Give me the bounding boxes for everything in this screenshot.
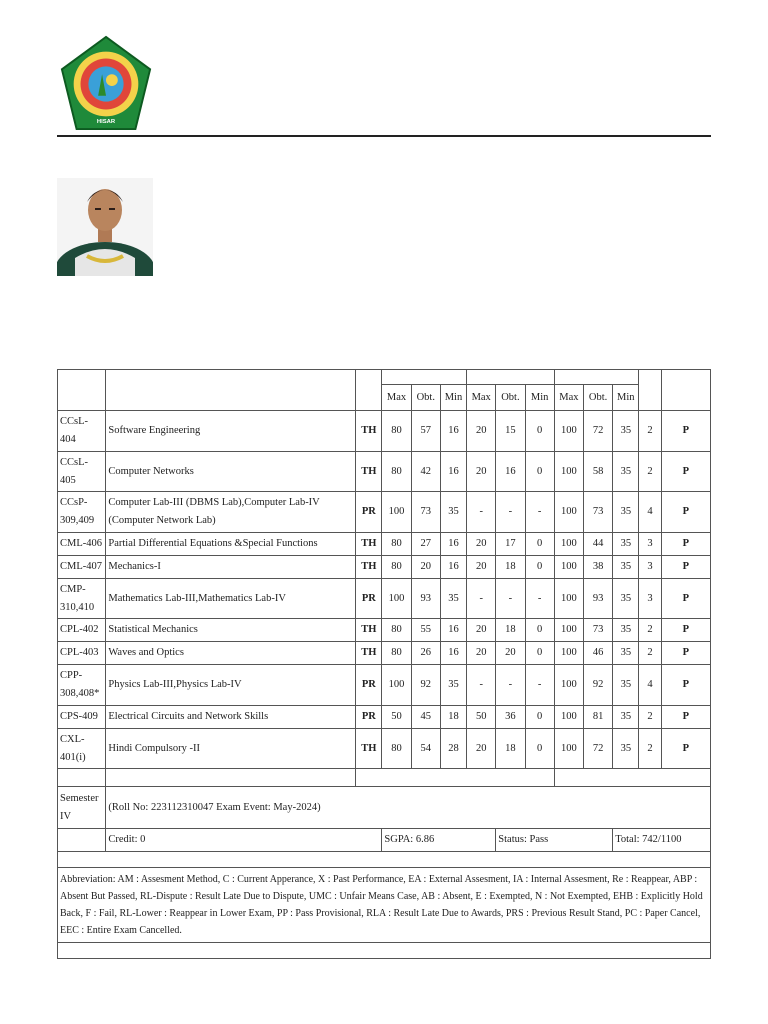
header-divider [57,135,711,137]
subject-code: CPL-402 [58,619,106,642]
mark-value: 100 [554,411,583,452]
mark-value: 45 [411,705,440,728]
assessment-method: TH [356,533,382,556]
result-value: P [661,665,710,706]
column-header: Max [382,385,411,411]
subject-title: Mechanics-I [106,555,356,578]
subject-row [58,728,711,769]
mark-value: 100 [554,619,583,642]
mark-value: 0 [525,619,554,642]
subject-row [58,642,711,665]
mark-value: 54 [411,728,440,769]
mark-value: 0 [525,705,554,728]
mark-value: - [496,665,525,706]
mark-value: - [467,578,496,619]
credit-value: 2 [639,642,661,665]
mark-value: 80 [382,411,411,452]
credit-value: 4 [639,492,661,533]
mark-value: 27 [411,533,440,556]
subject-row [58,619,711,642]
subject-code: CPL-403 [58,642,106,665]
mark-value: 81 [583,705,612,728]
subject-code: CPP-308,408* [58,665,106,706]
subject-code: CML-407 [58,555,106,578]
mark-value: 100 [554,451,583,492]
university-logo [57,35,155,133]
mark-value: 73 [583,492,612,533]
mark-value: 16 [440,642,466,665]
column-header: Min [613,385,639,411]
summary-row [58,829,711,852]
mark-value: 100 [554,533,583,556]
subject-title: Partial Differential Equations &Special Functions [106,533,356,556]
assessment-method: TH [356,555,382,578]
subject-code: CML-406 [58,533,106,556]
column-header: Obt. [411,385,440,411]
mark-value: 36 [496,705,525,728]
mark-value: 38 [583,555,612,578]
credit-value: 2 [639,619,661,642]
mark-value: 35 [613,533,639,556]
mark-value: 92 [583,665,612,706]
mark-value: 42 [411,451,440,492]
total-marks: Total: 742/1100 [613,829,711,852]
mark-value: 100 [382,492,411,533]
mark-value: 0 [525,642,554,665]
subject-code: CCsL-405 [58,451,106,492]
mark-value: 15 [496,411,525,452]
result-value: P [661,642,710,665]
assessment-method: TH [356,728,382,769]
credit-value: 2 [639,411,661,452]
subject-code: CXL-401(i) [58,728,106,769]
spacer-cell [106,769,356,787]
result-value: P [661,492,710,533]
mark-value: 35 [613,619,639,642]
mark-value: 20 [467,619,496,642]
mark-value: 35 [613,451,639,492]
mark-value: 20 [496,642,525,665]
result-value: P [661,411,710,452]
mark-value: 80 [382,728,411,769]
mark-value: 93 [411,578,440,619]
spacer-cell [554,769,710,787]
subject-title: Computer Lab-III (DBMS Lab),Computer Lab-IV (Computer Network Lab) [106,492,356,533]
mark-value: - [496,492,525,533]
mark-value: 35 [440,665,466,706]
subject-code: CCsP-309,409 [58,492,106,533]
result-value: P [661,705,710,728]
blank-cell [58,852,711,868]
blank-row [58,943,711,959]
mark-value: 0 [525,411,554,452]
mark-value: 35 [613,642,639,665]
mark-value: 73 [411,492,440,533]
mark-value: - [467,492,496,533]
mark-value: 16 [440,555,466,578]
marks-table [57,369,711,959]
mark-value: 16 [440,411,466,452]
mark-value: 0 [525,728,554,769]
mark-value: 0 [525,555,554,578]
subject-code: CCsL-404 [58,411,106,452]
mark-value: 50 [382,705,411,728]
assessment-method: PR [356,578,382,619]
subject-title: Physics Lab-III,Physics Lab-IV [106,665,356,706]
credit-value: 2 [639,728,661,769]
assessment-method: PR [356,705,382,728]
result-value: P [661,619,710,642]
mark-value: 72 [583,411,612,452]
subject-title: Mathematics Lab-III,Mathematics Lab-IV [106,578,356,619]
mark-value: 73 [583,619,612,642]
mark-value: 80 [382,451,411,492]
credit-value: 3 [639,533,661,556]
mark-value: 18 [496,728,525,769]
mark-value: 80 [382,642,411,665]
mark-value: 20 [467,555,496,578]
mark-value: 100 [382,665,411,706]
mark-value: - [525,578,554,619]
mark-value: 20 [467,533,496,556]
column-header: Max [467,385,496,411]
mark-value: 20 [467,451,496,492]
spacer-cell [58,769,106,787]
subject-code: CPS-409 [58,705,106,728]
mark-value: 80 [382,619,411,642]
blank-row [58,852,711,868]
roll-info: (Roll No: 223112310047 Exam Event: May-2024) [106,787,711,829]
mark-value: 100 [554,578,583,619]
semester-label: Semester IV [58,787,106,829]
header-row-top [58,370,711,385]
mark-value: 93 [583,578,612,619]
mark-value: 100 [554,555,583,578]
column-header: Min [525,385,554,411]
mark-value: 20 [467,642,496,665]
credit-total: Credit: 0 [106,829,382,852]
subject-row [58,665,711,706]
mark-value: 16 [440,619,466,642]
mark-value: 35 [440,578,466,619]
semester-row [58,787,711,829]
result-value: P [661,451,710,492]
column-header: Min [440,385,466,411]
mark-value: 55 [411,619,440,642]
mark-value: - [467,665,496,706]
spacer-cell [356,769,555,787]
assessment-method: TH [356,642,382,665]
credit-value: 4 [639,665,661,706]
subject-row [58,578,711,619]
subject-title: Waves and Optics [106,642,356,665]
subject-row [58,411,711,452]
mark-value: 28 [440,728,466,769]
mark-value: 26 [411,642,440,665]
subject-title: Statistical Mechanics [106,619,356,642]
mark-value: 35 [613,578,639,619]
mark-value: 20 [411,555,440,578]
mark-value: 17 [496,533,525,556]
mark-value: 35 [613,411,639,452]
blank-cell [58,943,711,959]
assessment-method: PR [356,665,382,706]
credit-value: 2 [639,705,661,728]
mark-value: 35 [613,492,639,533]
mark-value: 100 [554,728,583,769]
mark-value: 57 [411,411,440,452]
mark-value: 0 [525,451,554,492]
credit-value: 3 [639,555,661,578]
mark-value: 35 [613,705,639,728]
mark-value: 20 [467,411,496,452]
mark-value: 80 [382,555,411,578]
mark-value: - [525,492,554,533]
column-header: Obt. [583,385,612,411]
credit-value: 2 [639,451,661,492]
student-photo [57,178,153,276]
summary-empty [58,829,106,852]
subject-row [58,533,711,556]
mark-value: 16 [440,533,466,556]
spacer-row [58,769,711,787]
mark-value: 100 [382,578,411,619]
mark-value: 92 [411,665,440,706]
mark-value: 0 [525,533,554,556]
subject-title: Electrical Circuits and Network Skills [106,705,356,728]
subject-title: Software Engineering [106,411,356,452]
credit-value: 3 [639,578,661,619]
logo-text: HISAR [96,119,116,126]
mark-value: 35 [613,555,639,578]
assessment-method: PR [356,492,382,533]
mark-value: 18 [496,555,525,578]
mark-value: 100 [554,642,583,665]
mark-value: 35 [440,492,466,533]
mark-value: 16 [496,451,525,492]
subject-title: Hindi Compulsory -II [106,728,356,769]
result-value: P [661,533,710,556]
mark-value: 72 [583,728,612,769]
abbreviation-text: Abbreviation: AM : Assesment Method, C : Current Apperance, X : Past Performance, EA : External Assesment, IA : Internal Assesment, Re : Reappear, ABP : Absent But Passed, RL-Dispute : Result Late Due to Dispute, UMC : Unfair Means Case, AB : Absent, E : Exempted, N : Not Exempted, EHB : Explicitly Hold Back, F : Fail, RL-Lower : Reappear in Lower Exam, PP : Pass Provisional, RLA : Result Late Due to Awards, PRS : Previous Result Stand, PC : Paper Cancel, EEC : Entire Exam Cancelled. [58,868,711,943]
subject-row [58,492,711,533]
mark-value: 80 [382,533,411,556]
subject-title: Computer Networks [106,451,356,492]
status-value: Status: Pass [496,829,613,852]
subject-code: CMP-310,410 [58,578,106,619]
subject-row [58,705,711,728]
mark-value: 16 [440,451,466,492]
mark-value: 100 [554,665,583,706]
mark-value: 58 [583,451,612,492]
mark-value: 46 [583,642,612,665]
assessment-method: TH [356,411,382,452]
column-header: Obt. [496,385,525,411]
assessment-method: TH [356,619,382,642]
mark-value: 18 [440,705,466,728]
mark-value: 100 [554,705,583,728]
abbreviation-row [58,868,711,943]
mark-value: 35 [613,665,639,706]
assessment-method: TH [356,451,382,492]
subject-row [58,451,711,492]
mark-value: 18 [496,619,525,642]
column-header: Max [554,385,583,411]
result-value: P [661,555,710,578]
mark-value: 35 [613,728,639,769]
mark-value: 44 [583,533,612,556]
subject-row [58,555,711,578]
result-value: P [661,578,710,619]
mark-value: 20 [467,728,496,769]
sgpa-value: SGPA: 6.86 [382,829,496,852]
mark-value: - [496,578,525,619]
mark-value: 100 [554,492,583,533]
mark-value: 50 [467,705,496,728]
result-value: P [661,728,710,769]
mark-value: - [525,665,554,706]
